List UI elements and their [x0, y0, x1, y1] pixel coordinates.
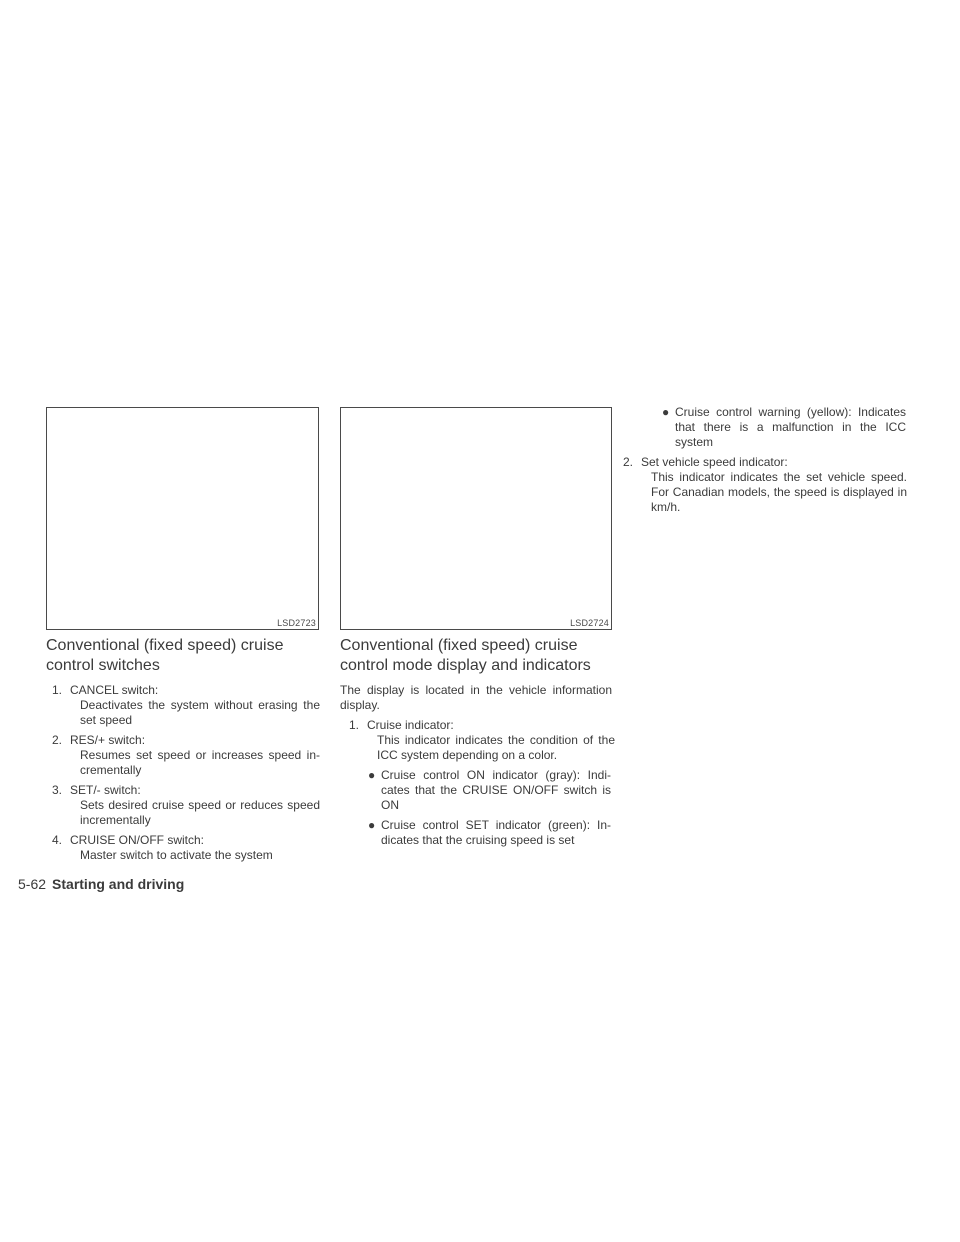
item-description: This indicator indicates the set vehicle speed. For Canadian models, the speed is displayed in km/h. — [651, 470, 907, 514]
item-description: Master switch to activate the system — [80, 848, 273, 862]
item-description: This indicator indicates the condition of the ICC system depending on a color. — [377, 733, 615, 762]
bullet-text: Cruise control warning (yellow): Indicates that there is a malfunction in the ICC system — [675, 405, 906, 449]
section-name: Starting and driving — [52, 876, 185, 892]
item-title: SET/- switch: — [70, 783, 141, 797]
list-item — [52, 683, 320, 728]
intro-paragraph: The display is located in the vehicle information display. — [340, 683, 612, 712]
bullet-text: Cruise control SET indicator (green): In- dicates that the cruising speed is set — [381, 818, 611, 847]
figure-code: LSD2723 — [277, 618, 316, 628]
item-description: Sets desired cruise speed or reduces speed incrementally — [80, 798, 320, 827]
list-item — [349, 718, 613, 763]
figure-code: LSD2724 — [570, 618, 609, 628]
item-number: 1. — [52, 683, 63, 697]
list-item — [52, 833, 320, 863]
item-title: Cruise indicator: — [367, 718, 454, 732]
item-number: 3. — [52, 783, 63, 797]
heading-line: control switches — [46, 657, 160, 674]
item-number: 1. — [349, 718, 360, 732]
item-title: RES/+ switch: — [70, 733, 146, 747]
item-description: Resumes set speed or increases speed in- crementally — [80, 748, 320, 777]
bullet-dot: ● — [368, 818, 376, 832]
page-footer — [18, 876, 184, 892]
item-number: 2. — [52, 733, 63, 747]
section-heading-display — [340, 636, 620, 676]
bullet-item — [368, 818, 612, 848]
bullet-text: Cruise control ON indicator (gray): Indi- cates that the CRUISE ON/OFF switch is ON — [381, 768, 611, 812]
heading-line: Conventional (fixed speed) cruise — [46, 637, 284, 654]
item-description: Deactivates the system without erasing the set speed — [80, 698, 320, 727]
figure-cruise-switches — [46, 407, 319, 630]
section-heading-switches — [46, 636, 326, 676]
list-item — [52, 783, 320, 828]
figure-cruise-display — [340, 407, 612, 630]
item-number: 4. — [52, 833, 63, 847]
bullet-dot: ● — [662, 405, 670, 419]
bullet-item — [662, 405, 906, 450]
heading-line: control mode display and indicators — [340, 657, 591, 674]
item-title: CANCEL switch: — [70, 683, 159, 697]
item-title: CRUISE ON/OFF switch: — [70, 833, 205, 847]
heading-line: Conventional (fixed speed) cruise — [340, 637, 578, 654]
list-item — [52, 733, 320, 778]
item-title: Set vehicle speed indicator: — [641, 455, 788, 469]
bullet-item — [368, 768, 612, 813]
item-number: 2. — [623, 455, 634, 469]
page-number: 5-62 — [18, 876, 47, 892]
bullet-dot: ● — [368, 768, 376, 782]
list-item — [623, 455, 907, 515]
